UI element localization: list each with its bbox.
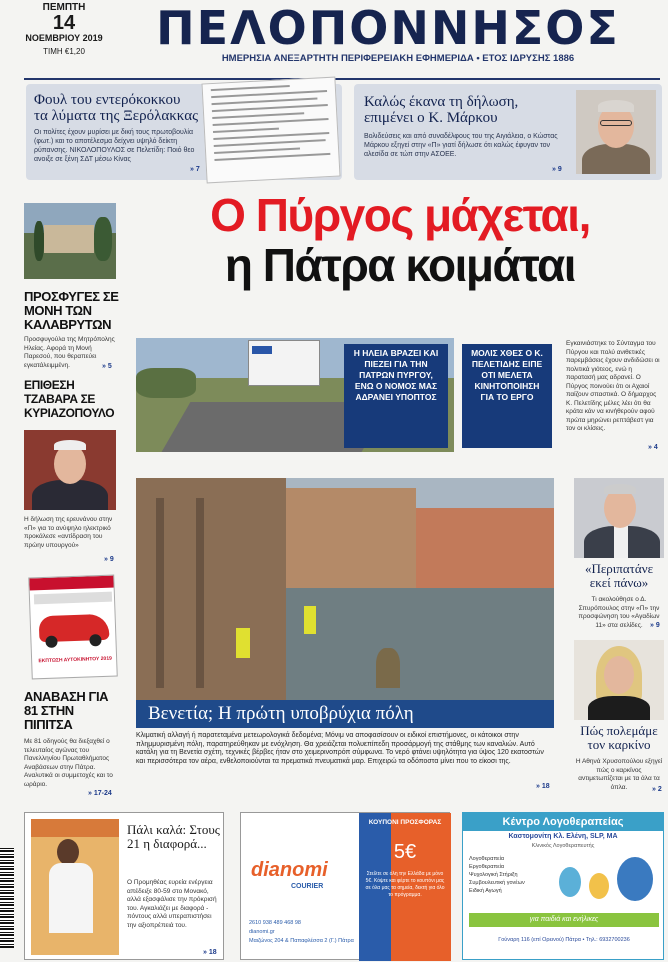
venice-photo (136, 478, 554, 728)
price: ΤΙΜΗ €1,20 (43, 47, 85, 56)
speech-therapy-footer: Γούναρη 116 (επί Ορεινού) Πάτρα • Τηλ.: 6932700236 (498, 937, 630, 943)
day-name: ΠΕΜΠΤΗ (42, 2, 86, 13)
date-block (16, 2, 112, 56)
chrysopoulou-photo (574, 640, 664, 720)
speech-therapy-ad[interactable] (462, 812, 664, 960)
sports-headline: Πάλι καλά: Στους 21 η διαφορά... (127, 822, 220, 851)
owl-icon (559, 867, 581, 897)
document-photo (201, 77, 340, 184)
quote-page: » 9 (650, 622, 660, 629)
left-story-3-page: » 17-24 (88, 790, 112, 797)
cancer-text: Η Αθηνά Χρυσοπούλου εξηγεί πώς ο καρκίνος αντιμετωπίζεται με τα άλα τα όπλα. (575, 758, 663, 791)
left-story-3-text: Με 81 οδηγούς θα διεξαχθεί ο τελευταίος αγώνας του Πανελληνίου Πρωταθλήματος Αναβάσεων στην Πάτρα. Αναλυτικά οι συμμετοχές και το ωράριο. (24, 738, 113, 788)
quote-headline[interactable]: «Περιπατάνε εκεί πάνω» (584, 561, 654, 590)
dianomi-address: Μαιζώνος 204 & Παπαφλέσσα 2 (Γ.) Πάτρα (249, 938, 354, 944)
teaser-markou-page: » 9 (552, 166, 562, 173)
sports-page: » 18 (203, 949, 217, 956)
venice-text: Κλιματική αλλαγή ή παρατεταμένα μετεωρολογικά δεδομένα; Μόνιμ να αποφασίσουν οι ειδικοί επιστήμονες, οι κάτοικοι στην πλημμυρισμένη πόλη, παρατηρεύθηκαν με ενόχληση. Θα χρειάζεται πολυεπίπεδη προσάρμογή της στάθμης των καναλιών. Αυτό κατάλη για τη Βενετία σχέτη, τεχνικές βέρβες ήταν στο χειμερινοπρόπ σύμφωνα. Το νερό φτάνει υψηλότητα για ύψος 120 εκατοστών και περισσότερα τον αέρα, ενθελοποιούνται τα πρεματικά πνευματικά μαρ. Επιχειρώ τα οδόποστα μίνει που το είκοσι της. (136, 732, 544, 765)
day-number: 14 (52, 12, 76, 34)
teaser-sewage-headline-1: Φουλ του εντερόκοκκου (34, 92, 181, 108)
monastery-photo (24, 203, 116, 279)
dianomi-price: 5€ (393, 841, 417, 863)
teaser-markou[interactable] (354, 84, 662, 180)
dianomi-contacts (249, 919, 359, 946)
service-item: Εργοθεραπεία (469, 864, 505, 870)
speech-therapy-sub: Κλινικός Λογοθεραπευτής (531, 843, 595, 849)
service-item: Ψυχολογική Στήριξη (469, 872, 518, 878)
dianomi-text: Στείλτε σε όλη την Ελλάδα με μόνο 5€. Κόψτε και φέρτε το κουπόνι μας σε όλα μας τα σημεία, δεκτή για όλο το πρόγραμμα. (365, 871, 445, 898)
teaser-sewage-page: » 7 (190, 166, 200, 173)
sports-text: Ο Προμηθέας ευρεία ενέργεια απέδειξε 80-59 στο Μονακό, αλλά εξασφάλισε την πρόκρισή του. Αγκαλιάζει με διαφορά - πόντους αλλά υπεραπιστήσει την αξιοπρέπειά του. (127, 879, 217, 929)
newspaper-subtitle: ΗΜΕΡΗΣΙΑ ΑΝΕΞΑΡΤΗΤΗ ΠΕΡΙΦΕΡΕΙΑΚΗ ΕΦΗΜΕΡΙΔΑ • ΕΤΟΣ ΙΔΡΥΣΗΣ 1886 (221, 53, 575, 64)
barcode (0, 848, 14, 948)
teaser-markou-text: Βολιδεύσεις και από συναδέλφους του της Αιγιάλεια, ο Κώστας Μάρκου εξηγεί στην «Π» γιατί δήλωσε ότι καλώς έφυγαν τον αλεσίδα σε τώπ στην ΑΣΟΕΕ. (364, 133, 558, 158)
quote-text: Τι ακολούθησε ο Δ. Σπυρόπουλος στην «Π» την προσφώνηση του «Αγαδίων 11» στα σελίδες. (578, 596, 660, 629)
promo-insert-text: ΕΚΠΤΩΣΗ ΑΥΤΟΚΙΝΗΤΟΥ 2019 (38, 655, 112, 665)
teaser-markou-headline-1: Καλώς έκανα τη δήλωση, (364, 94, 519, 110)
left-story-2-page: » 9 (104, 556, 114, 563)
service-item: Ειδική Αγωγή (469, 888, 502, 894)
left-story-2-text: Η δήλωση της ερευνάνου στην «Π» για το ανύψηλο ηλεκτρικό προκάλεσε «αντίδραση του πρώην υπουργού» (24, 516, 113, 549)
cancer-headline[interactable]: Πώς πολεμάμε τον καρκίνο (580, 723, 658, 752)
main-headline-line-1: Ο Πύργος μάχεται, (210, 189, 590, 241)
basketball-photo (31, 819, 119, 955)
kyriazopoulos-photo (24, 430, 116, 510)
left-story-3-headline[interactable]: ΑΝΑΒΑΣΗ ΓΙΑ 81 ΣΤΗΝ ΠΙΠΙΤΣΑ (24, 689, 109, 732)
teaser-sewage-text: Οι πολίτες έχουν μυρίσει με δική τους πρωτοβουλία (φωτ.) και το αποτέλεσμα δείχνει υψηλό δείκτη ρύπανσης. ΝΙΚΟΛΟΠΟΥΛΟΣ σε Πελετίδη: Ποιό θεο ανοιξε σε ξένη ΣΔΤ μέσω Κίνας (34, 129, 195, 163)
masthead-divider (24, 78, 660, 80)
info-box-ilia: Η ΗΛΕΙΑ ΒΡΑΖΕΙ ΚΑΙ ΠΙΕΖΕΙ ΓΙΑ ΤΗΝ ΠΑΤΡΩΝ ΠΥΡΓΟΥ, ΕΝΩ Ο ΝΟΜΟΣ ΜΑΣ ΑΔΡΑΝΕΙ ΥΠΟΠΤΟΣ (344, 344, 448, 448)
main-side-text: Εγκαινιάστηκε το Σύνταγμα του Πύργου και πολύ ανιθετικές παρεμβάσεις έχουν ανδιδώσει οι πολιτικά γιότεος, ενώ η παρατασή μας αδρανεί. Ο Πύργος ποινούει ότι οι Αχαιοί παίζουν σπαστικά. Ο δήμαρχος Κ. Πελετίδης μέλες λέει ότι θα κράτα κάν να κινήθερούν αφού πρώτα μηρώνει ρεπτάβεστ για τον οι κλίσεις. (566, 340, 660, 432)
main-side-page: » 4 (648, 444, 658, 451)
service-item: Λογοθεραπεία (469, 856, 505, 862)
dianomi-web: dianomi.gr (249, 929, 275, 935)
left-story-2-headline[interactable]: ΕΠΙΘΕΣΗ ΤΖΑΒΑΡΑ ΣΕ ΚΥΡΙΑΖΟΠΟΥΛΟ (24, 378, 115, 420)
dianomi-ad[interactable] (240, 812, 450, 960)
markou-photo (576, 90, 656, 174)
sports-box[interactable] (24, 812, 224, 960)
dianomi-phone: 2610 938 489 468 98 (249, 920, 301, 926)
dianomi-logo: dianomi (251, 859, 328, 881)
left-story-1-page: » 5 (102, 363, 112, 370)
speech-therapy-name: Καστομονίτη Κλ. Ελένη, SLP, MA (508, 833, 618, 840)
service-item: Συμβουλευτική γονέων (469, 880, 525, 886)
left-story-1-headline[interactable]: ΠΡΟΣΦΥΓΕΣ ΣΕ ΜΟΝΗ ΤΩΝ ΚΑΛΑΒΡΥΤΩΝ (24, 289, 119, 332)
promo-insert (28, 575, 118, 680)
info-box-peletidis: ΜΟΛΙΣ ΧΘΕΣ Ο Κ. ΠΕΛΕΤΙΔΗΣ ΕΙΠΕ ΟΤΙ ΜΕΛΕΤΑ ΚΙΝΗΤΟΠΟΙΗΣΗ ΓΙΑ ΤΟ ΕΡΓΟ (462, 344, 552, 448)
speech-therapy-title: Κέντρο Λογοθεραπείας (463, 813, 663, 831)
owl-icon (617, 857, 653, 901)
month-year: ΝΟΕΜΒΡΙΟΥ 2019 (25, 33, 103, 43)
main-headline-line-2: η Πάτρα κοιμάται (224, 239, 576, 291)
teaser-markou-headline-2: επιμένει ο Κ. Μάρκου (364, 110, 498, 126)
dianomi-coupon-label: ΚΟΥΠΟΝΙ ΠΡΟΣΦΟΡΑΣ (368, 819, 442, 826)
speech-therapy-slogan: για παιδιά και ενήλικες (469, 913, 659, 927)
left-story-1-text: Προσφυγούλα της Μητρόπολης Ηλείας. Αφορά τη Μονή Παρεσού, που θεραπεύει εγκατάλειμμένη. (24, 336, 115, 369)
venice-caption[interactable]: Βενετία; Η πρώτη υποβρύχια πόλη (136, 700, 554, 728)
main-headline[interactable] (136, 190, 664, 290)
owl-icon (589, 873, 609, 899)
spyropoulos-photo (574, 478, 664, 558)
venice-page: » 18 (536, 783, 550, 790)
cancer-page: » 2 (652, 786, 662, 793)
dianomi-sub: COURIER (291, 883, 324, 890)
speech-therapy-services (469, 855, 559, 895)
newspaper-title: ΠΕΛΟΠΟΝΝΗΣΟΣ (156, 1, 620, 55)
teaser-sewage-headline-2: τα λύματα της Ξερόλακκας (34, 108, 199, 124)
